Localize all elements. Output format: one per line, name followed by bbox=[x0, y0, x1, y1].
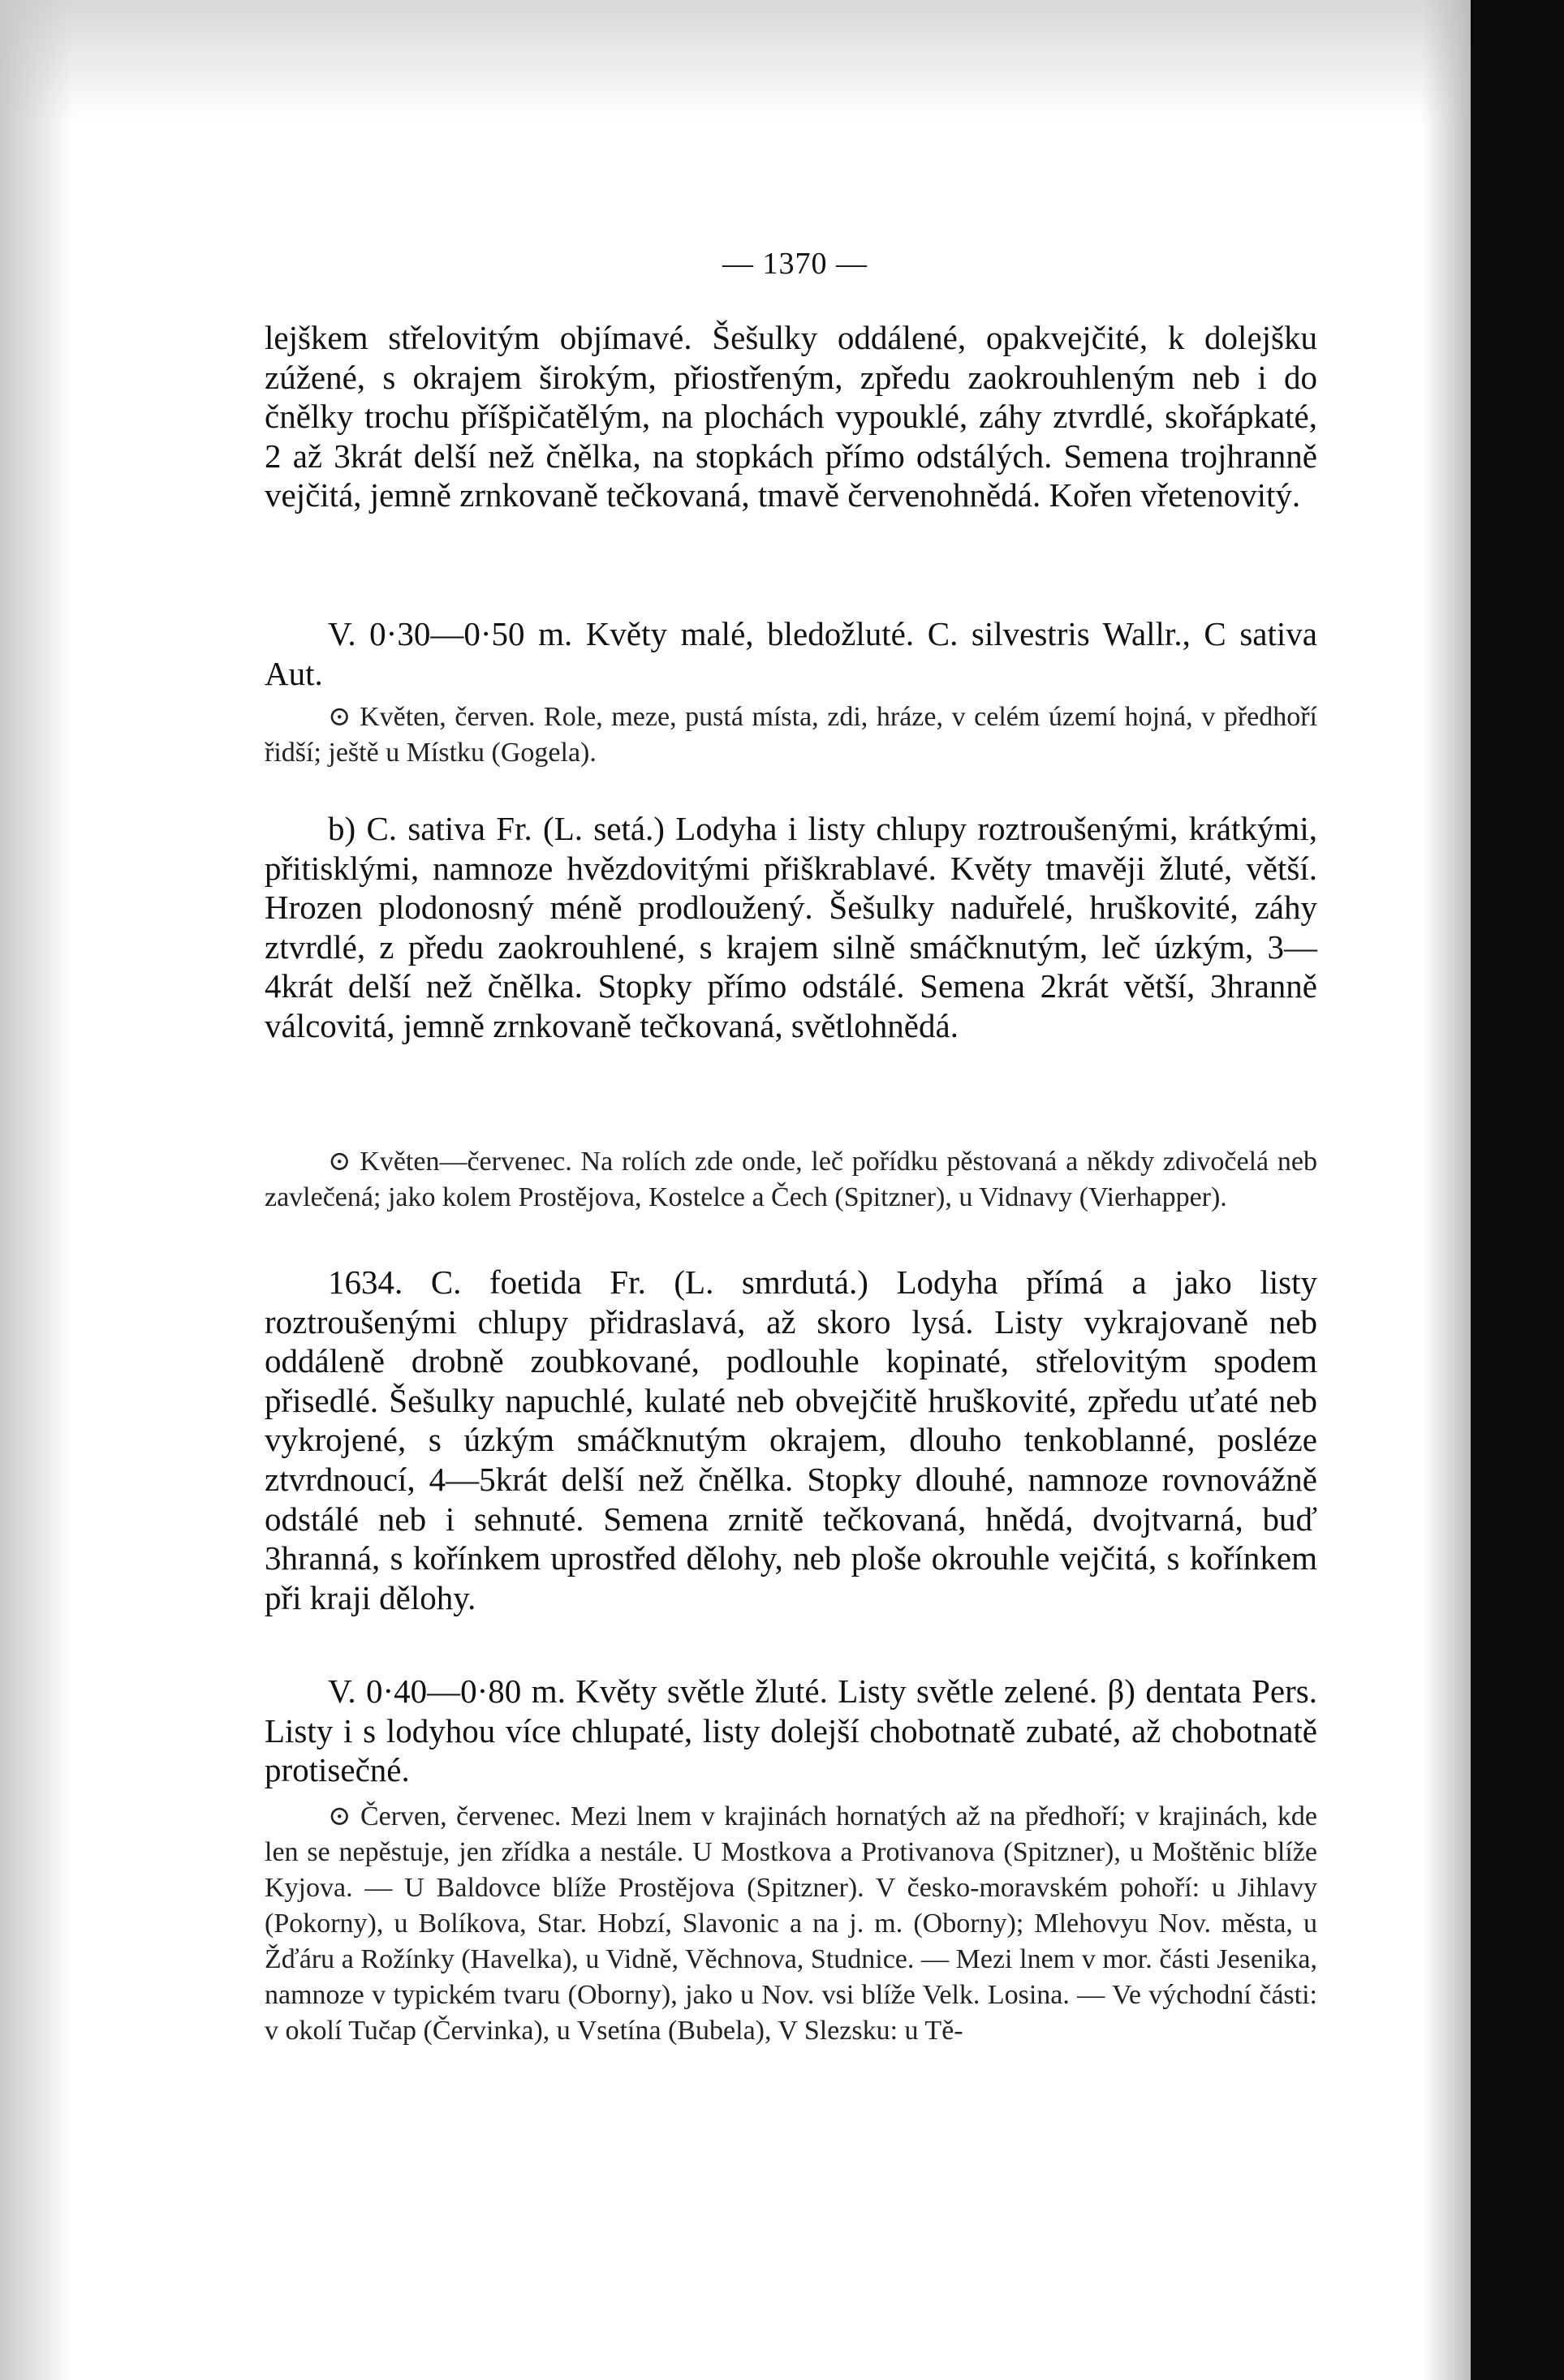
scan-shadow-top bbox=[0, 0, 1471, 122]
paragraph-sativa-description: b) C. sativa Fr. (L. setá.) Lodyha i listy chlupy roztroušenými, krátkými, přitisklými, namnoze hvězdovitými přiškrablavé. Květy tmavěji žluté, větší. Hrozen plodonosný méně prodloužený. Šešulky naduřelé, hruškovité, záhy ztvrdlé, z předu zaokrouhlené, s krajem silně smáčknutým, leč úzkým, 3—4krát delší než čnělka. Stopky přímo odstálé. Semena 2krát větší, 3hranně válcovitá, jemně zrnkovaně tečkovaná, světlohnědá. bbox=[265, 810, 1317, 1044]
scan-shadow-right bbox=[1422, 0, 1471, 2380]
page-number: — 1370 — bbox=[722, 247, 868, 281]
paragraph-foetida-description: 1634. C. foetida Fr. (L. smrdutá.) Lodyha přímá a jako listy roztroušenými chlupy přidraslavá, až skoro lysá. Listy vykrajovaně neb oddáleně drobně zoubkované, podlouhle kopinaté, střelovitým spodem přisedlé. Šešulky napuchlé, kulaté neb obvejčitě hruškovité, zpředu uťaté neb vykrojené, s úzkým smáčknutým okrajem, dlouho tenkoblanné, posléze ztvrdnoucí, 4—5krát delší než čnělka. Stopky dlouhé, namnoze rovnovážně odstálé neb i sehnuté. Semena zrnitě tečkovaná, hnědá, dvojtvarná, buď 3hranná, s kořínkem uprostřed dělohy, neb ploše okrouhle vejčitá, s kořínkem při kraji dělohy. bbox=[265, 1263, 1317, 1616]
paragraph-foetida-distribution: ⊙ Červen, červenec. Mezi lnem v krajinách hornatých až na předhoří; v krajinách, kde len se nepěstuje, jen zřídka a nestále. U Mostkova a Protivanova (Spitzner), u Moštěnic blíže Kyjova. — U Baldovce blíže Prostějova (Spitzner). V česko-moravském pohoří: u Jihlavy (Pokorny), u Bolíkova, Star. Hobzí, Slavonic a na j. m. (Oborny); Mlehovyu Nov. města, u Žďáru a Rožínky (Havelka), u Vidně, Věchnova, Studnice. — Mezi lnem v mor. části Jesenika, namnoze v typickém tvaru (Oborny), jako u Nov. vsi blíže Velk. Losina. — Ve východní části: v okolí Tučap (Červinka), u Vsetína (Bubela), V Slezsku: u Tě- bbox=[265, 1801, 1317, 2046]
paragraph-foetida-height-and-variety: V. 0·40—0·80 m. Květy světle žluté. Listy světle zelené. β) dentata Pers. Listy i s lodyhou více chlupaté, listy dolejší chobotnatě zubaté, až chobotnatě protisečné. bbox=[265, 1672, 1317, 1789]
paragraph-sativa-distribution: ⊙ Květen—červenec. Na rolích zde onde, leč pořídku pěstovaná a někdy zdivočelá neb zavlečená; jako kolem Prostějova, Kostelce a Čech (Spitzner), u Vidnavy (Vierhapper). bbox=[265, 1147, 1317, 1212]
paragraph-description-continued: lejškem střelovitým objímavé. Šešulky oddálené, opakvejčité, k dolejšku zúžené, s okrajem širokým, přiostřeným, zpředu zaokrouhleným neb i do čnělky trochu příšpičatělým, na plochách vypouklé, záhy ztvrdlé, skořápkaté, 2 až 3krát delší než čnělka, na stopkách přímo odstálých. Semena trojhranně vejčitá, jemně zrnkovaně tečkovaná, tmavě červenohnědá. Kořen vřetenovitý. bbox=[265, 319, 1317, 514]
paragraph-height-and-varieties: V. 0·30—0·50 m. Květy malé, bledožluté. C. silvestris Wallr., C sativa Aut. bbox=[265, 615, 1317, 692]
scan-shadow-left bbox=[0, 0, 73, 2380]
paragraph-flowering-and-habitat: ⊙ Květen, červen. Role, meze, pustá místa, zdi, hráze, v celém území hojná, v předhoří řidší; ještě u Místku (Gogela). bbox=[265, 702, 1317, 768]
